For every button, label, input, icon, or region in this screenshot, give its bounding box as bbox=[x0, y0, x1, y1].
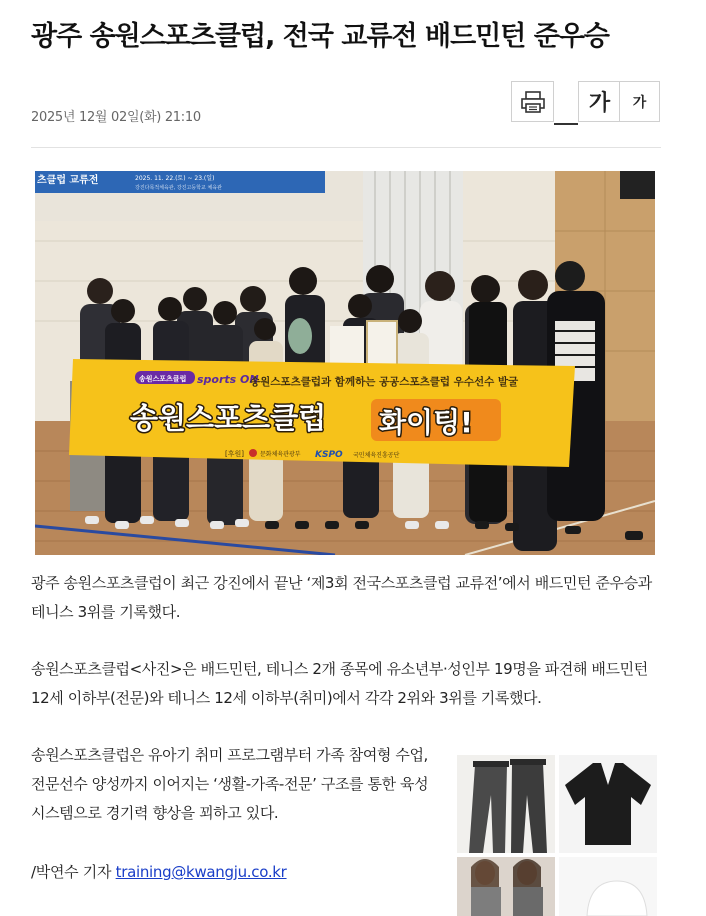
ad-item-cap[interactable] bbox=[559, 857, 657, 916]
ad-item-pants[interactable] bbox=[457, 755, 555, 853]
banner-sponsor-3: 국민체육진흥공단 bbox=[353, 452, 400, 459]
banner-logo-brand: sports ON bbox=[197, 373, 259, 386]
byline-reporter: /박연수 기자 bbox=[31, 863, 116, 881]
banner-sponsor-2: KSPO bbox=[315, 450, 343, 460]
banner-logo-small: 송원스포츠클럽 bbox=[139, 375, 187, 383]
article-photo bbox=[35, 171, 655, 555]
article-headline: 광주 송원스포츠클럽, 전국 교류전 배드민턴 준우승 bbox=[31, 21, 609, 52]
publish-date: 2025년 12월 02일(화) 21:10 bbox=[31, 110, 201, 125]
banner-sponsor-1: 문화체육관광부 bbox=[260, 451, 301, 458]
photo-top-banner-dates: 2025. 11. 22.(토) ~ 23.(일) bbox=[135, 175, 215, 182]
font-increase-button[interactable]: 가 bbox=[578, 81, 621, 122]
print-button[interactable] bbox=[511, 81, 554, 122]
ad-item-blouse[interactable] bbox=[559, 755, 657, 853]
toolbar-separator bbox=[554, 123, 578, 125]
team-banner bbox=[69, 359, 575, 467]
printer-icon bbox=[520, 90, 546, 114]
banner-subtitle: 송원스포츠클럽과 함께하는 공공스포츠클럽 우수선수 발굴 bbox=[250, 376, 519, 388]
reporter-email-link[interactable]: training@kwangju.co.kr bbox=[115, 863, 287, 881]
banner-main-title: 송원스포츠클럽 bbox=[130, 401, 327, 435]
article-paragraph-2: 송원스포츠클럽<사진>은 배드민턴, 테니스 2개 종목에 유소년부·성인부 19명을 파견해 배드민턴 12세 이하부(전문)와 테니스 12세 이하부(취미)에서 각각 2위와 3위를 기록했다. bbox=[31, 660, 648, 707]
article-paragraph-1: 광주 송원스포츠클럽이 최근 강진에서 끝난 ‘제3회 전국스포츠클럽 교류전’에서 배드민턴 준우승과 테니스 3위를 기록했다. bbox=[31, 574, 652, 621]
banner-cheer: 화이팅! bbox=[379, 406, 473, 439]
font-decrease-button[interactable]: 가 bbox=[619, 81, 660, 122]
banner-sponsor-label: [후원] bbox=[225, 450, 244, 458]
photo-top-banner-title: 츠클럽 교류전 bbox=[37, 175, 99, 186]
sponsor-emblem-icon bbox=[249, 449, 257, 457]
header-divider bbox=[31, 147, 661, 148]
side-advertisement[interactable] bbox=[457, 755, 657, 916]
photo-top-banner-venue: 강진다목적체육관, 강진고등학교 체육관 bbox=[135, 185, 222, 191]
ad-item-model[interactable] bbox=[457, 857, 555, 916]
byline bbox=[31, 860, 287, 884]
article-paragraph-3: 송원스포츠클럽은 유아기 취미 프로그램부터 가족 참여형 수업, 전문선수 양성까지 이어지는 ‘생활-가족-전문’ 구조를 통한 육성 시스템으로 경기력 향상을 꾀하고 있다. bbox=[31, 746, 429, 822]
